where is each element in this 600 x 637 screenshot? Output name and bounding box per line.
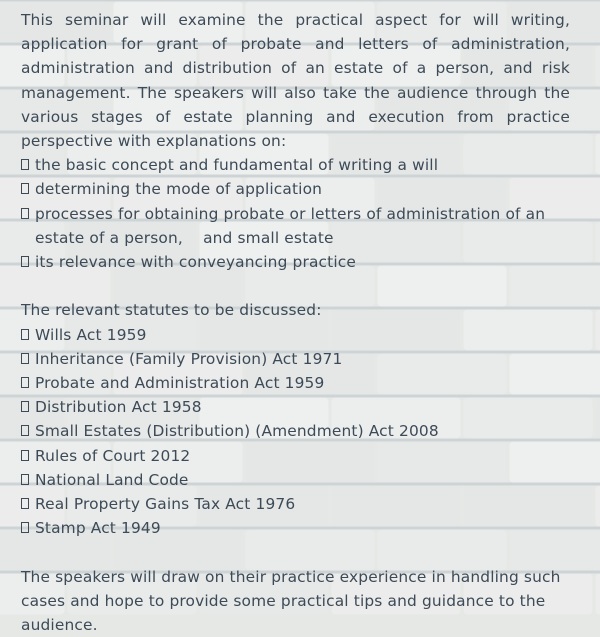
topic-item-continuation: estate of a person, and small estate [35, 226, 570, 250]
brick [596, 398, 600, 439]
brick [596, 310, 600, 351]
topic-item: determining the mode of application [21, 177, 570, 201]
statute-item: Real Property Gains Tax Act 1976 [21, 492, 570, 516]
mortar-line [0, 0, 600, 2]
missing-glyph-box-icon [21, 256, 29, 267]
brick [596, 46, 600, 87]
spacer [21, 540, 570, 564]
missing-glyph-box-icon [21, 425, 29, 436]
topic-item: the basic concept and fundamental of writing a will [21, 153, 570, 177]
missing-glyph-box-icon [21, 329, 29, 340]
statute-item: National Land Code [21, 468, 570, 492]
missing-glyph-box-icon [21, 522, 29, 533]
missing-glyph-box-icon [21, 401, 29, 412]
brick [596, 134, 600, 175]
closing-paragraph: The speakers will draw on their practice experience in handling such cases and hope to provide some practical tips and guidance to the audience. [21, 565, 570, 637]
missing-glyph-box-icon [21, 474, 29, 485]
statutes-heading: The relevant statutes to be discussed: [21, 298, 570, 322]
brick [596, 486, 600, 527]
missing-glyph-box-icon [21, 377, 29, 388]
statute-list [21, 323, 570, 541]
intro-paragraph: This seminar will examine the practical aspect for will writing, application for grant of probate and letters of administration, administration and distribution of an estate of a person, and risk management. The speakers will also take the audience through the various stages of estate planning and execution from practice perspective with explanations on: [21, 8, 570, 153]
topic-item: processes for obtaining probate or letters of administration of an estate of a person, and small estate [21, 202, 570, 250]
brick [596, 222, 600, 263]
missing-glyph-box-icon [21, 353, 29, 364]
statute-item: Probate and Administration Act 1959 [21, 371, 570, 395]
brick [596, 574, 600, 615]
statute-item: Stamp Act 1949 [21, 516, 570, 540]
missing-glyph-box-icon [21, 498, 29, 509]
missing-glyph-box-icon [21, 208, 29, 219]
topic-list [21, 153, 570, 274]
seminar-description [21, 8, 570, 637]
statute-item: Small Estates (Distribution) (Amendment) Act 2008 [21, 419, 570, 443]
spacer [21, 274, 570, 298]
statute-item: Wills Act 1959 [21, 323, 570, 347]
statute-item: Distribution Act 1958 [21, 395, 570, 419]
statute-item: Inheritance (Family Provision) Act 1971 [21, 347, 570, 371]
topic-item: its relevance with conveyancing practice [21, 250, 570, 274]
statute-item: Rules of Court 2012 [21, 444, 570, 468]
missing-glyph-box-icon [21, 450, 29, 461]
missing-glyph-box-icon [21, 159, 29, 170]
missing-glyph-box-icon [21, 183, 29, 194]
